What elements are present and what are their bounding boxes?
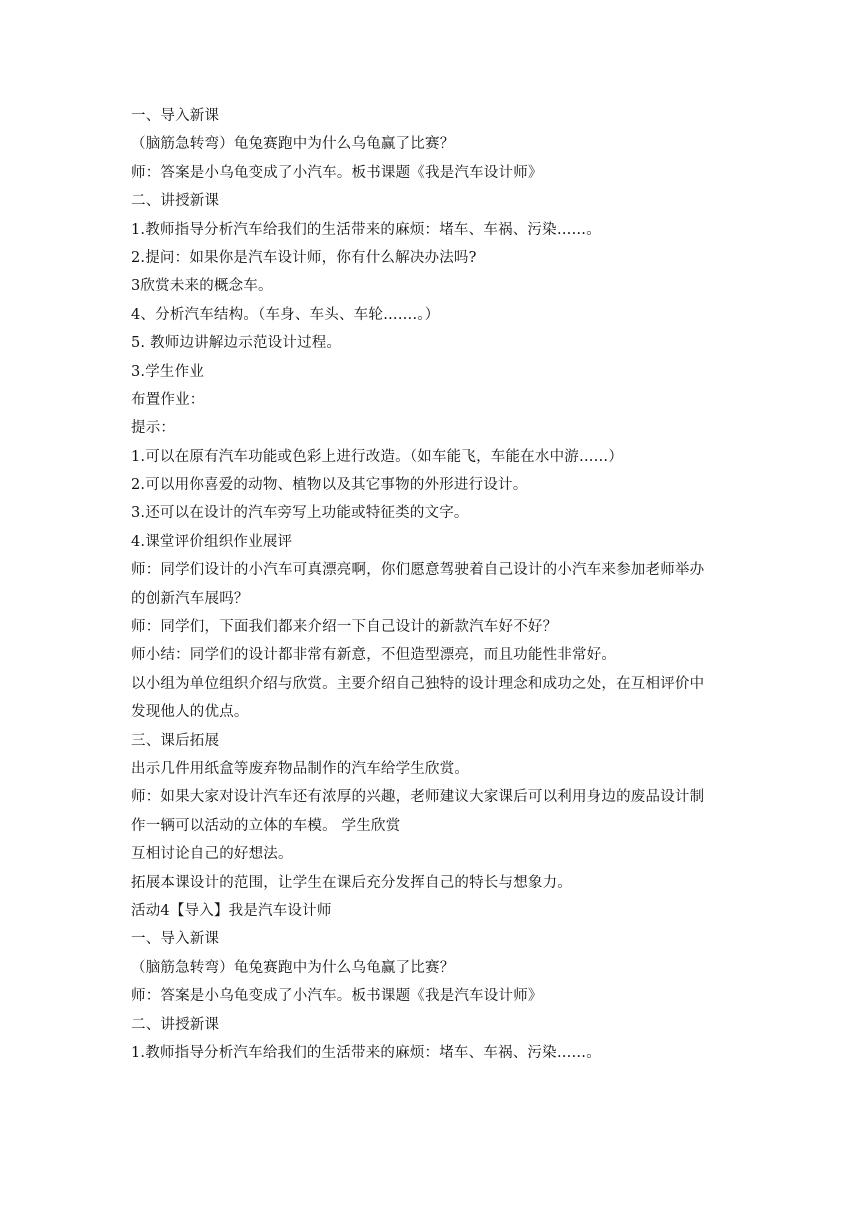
activity-heading: 活动4【导入】我是汽车设计师 (131, 902, 332, 919)
text-line: 师小结：同学们的设计都非常有新意，不但造型漂亮，而且功能性非常好。 (131, 647, 617, 664)
text-line: 2.提问：如果你是汽车设计师，你有什么解决办法吗? (131, 249, 477, 266)
text-line: 1.可以在原有汽车功能或色彩上进行改造。（如车能飞，车能在水中游……） (131, 448, 624, 465)
text-line: 互相讨论自己的好想法。 (131, 846, 293, 863)
section-heading: 二、讲授新课 (131, 1016, 220, 1033)
text-line: 师：如果大家对设计汽车还有浓厚的兴趣，老师建议大家课后可以利用身边的废品设计制 (131, 789, 705, 806)
text-line: 师：答案是小乌龟变成了小汽车。板书课题《我是汽车设计师》 (131, 164, 543, 181)
text-line: 3.学生作业 (131, 363, 205, 380)
text-line: 1.教师指导分析汽车给我们的生活带来的麻烦：堵车、车祸、污染……。 (131, 221, 601, 238)
text-line: 5. 教师边讲解边示范设计过程。 (131, 335, 342, 352)
document-body (131, 102, 731, 1067)
text-line: 以小组为单位组织介绍与欣赏。主要介绍自己独特的设计理念和成功之处，在互相评价中 (131, 675, 705, 692)
text-line: 4.课堂评价组织作业展评 (131, 533, 293, 550)
text-line: 师：答案是小乌龟变成了小汽车。板书课题《我是汽车设计师》 (131, 988, 543, 1005)
section-heading: 三、课后拓展 (131, 732, 220, 749)
text-line: 4、分析汽车结构。（车身、车头、车轮…….。） (131, 306, 440, 323)
text-line: 3欣赏未来的概念车。 (131, 278, 273, 295)
text-line: 1.教师指导分析汽车给我们的生活带来的麻烦：堵车、车祸、污染……。 (131, 1044, 601, 1061)
text-line: （脑筋急转弯）龟兔赛跑中为什么乌龟赢了比赛？ (131, 959, 455, 976)
text-line: 3.还可以在设计的汽车旁写上功能或特征类的文字。 (131, 505, 469, 522)
text-line: 提示： (131, 420, 176, 437)
text-line: 2.可以用你喜爱的动物、植物以及其它事物的外形进行设计。 (131, 477, 528, 494)
text-line: 发现他人的优点。 (131, 704, 249, 721)
text-line: 师：同学们，下面我们都来介绍一下自己设计的新款汽车好不好？ (131, 619, 558, 636)
text-line: 布置作业： (131, 391, 205, 408)
text-line: 拓展本课设计的范围，让学生在课后充分发挥自己的特长与想象力。 (131, 874, 572, 891)
text-line: 出示几件用纸盒等废弃物品制作的汽车给学生欣赏。 (131, 760, 470, 777)
section-heading: 一、导入新课 (131, 931, 220, 948)
text-line: （脑筋急转弯）龟兔赛跑中为什么乌龟赢了比赛？ (131, 136, 455, 153)
text-line: 作一辆可以活动的立体的车模。 学生欣赏 (131, 817, 401, 834)
text-line: 师：同学们设计的小汽车可真漂亮啊，你们愿意驾驶着自己设计的小汽车来参加老师举办 (131, 562, 705, 579)
text-line: 的创新汽车展吗？ (131, 590, 249, 607)
section-heading: 一、导入新课 (131, 108, 220, 124)
section-heading: 二、讲授新课 (131, 193, 220, 210)
